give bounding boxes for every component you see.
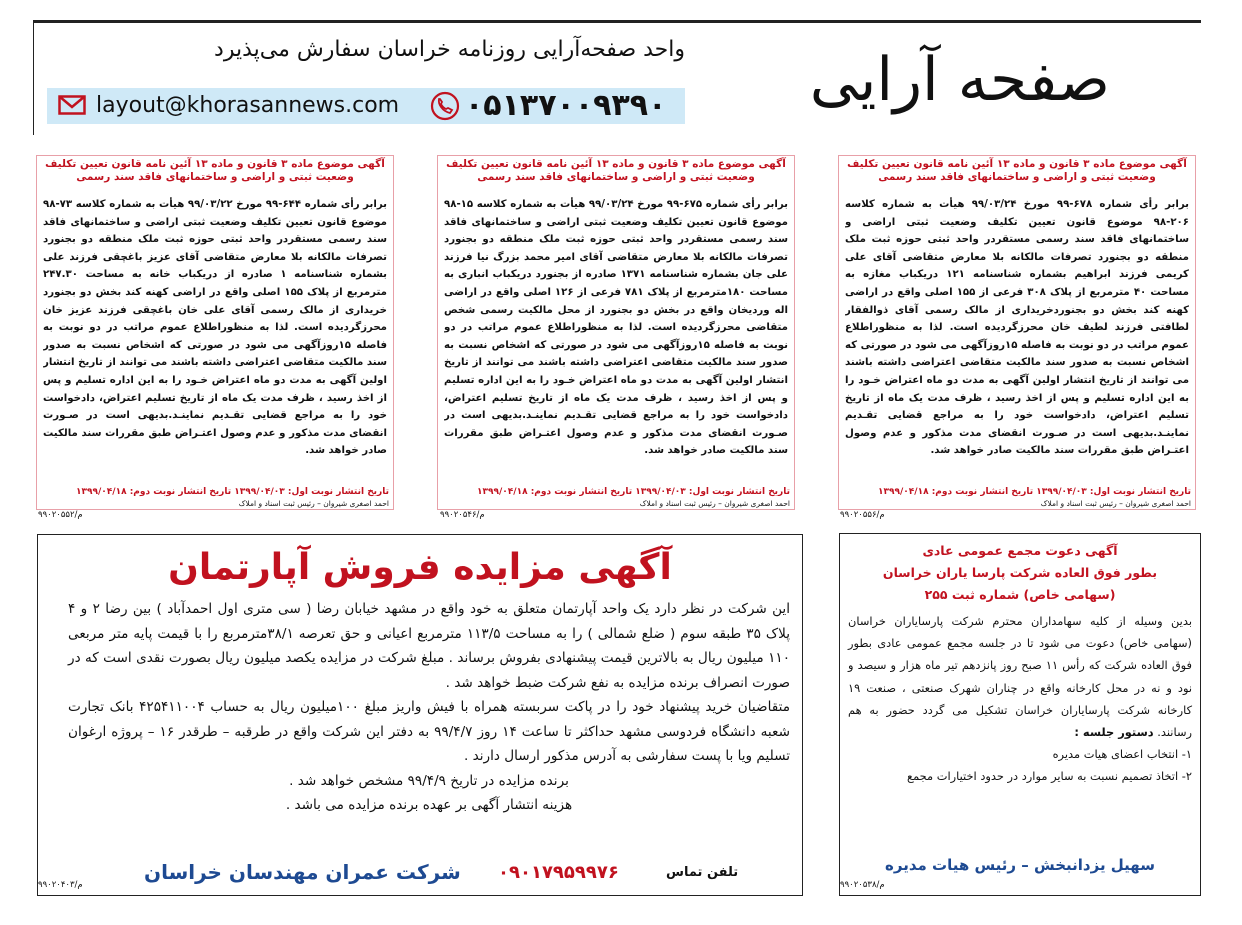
notice-code: م/۹۹۰۲۰۵۴۶ — [440, 510, 485, 520]
registry-notice-1 — [838, 155, 1196, 510]
auction-code: م/۹۹۰۲۰۴۰۳ — [38, 880, 83, 890]
auction-paragraph: برنده مزایده در تاریخ ۹۹/۴/۹ مشخص خواهد شد . — [289, 772, 569, 789]
notice-dates: تاریخ انتشار نوبت اول: ۱۳۹۹/۰۴/۰۳ تاریخ انتشار نوبت دوم: ۱۳۹۹/۰۴/۱۸ — [76, 487, 389, 497]
notice-title: آگهی موضوع ماده ۳ قانون و ماده ۱۳ آئین نامه قانون تعیین تکلیف وضعیت ثبتی و اراضی و ساختمانهای فاقد سند رسمی — [45, 158, 385, 183]
agenda-item: ۱- انتخاب اعضای هیات مدیره — [1052, 747, 1192, 762]
meeting-body — [848, 610, 1192, 850]
notice-title: آگهی موضوع ماده ۳ قانون و ماده ۱۳ آئین نامه قانون تعیین تکلیف وضعیت ثبتی و اراضی و ساختمانهای فاقد سند رسمی — [446, 158, 786, 183]
meeting-title-line: بطور فوق العاده شرکت پارسا یاران خراسان — [882, 565, 1158, 580]
meeting-title-line: (سهامی خاص) شماره ثبت ۲۵۵ — [924, 587, 1116, 602]
meeting-code: م/۹۹۰۲۰۵۳۸ — [840, 880, 885, 890]
notice-body: برابر رأی شماره ۶۷۸-۹۹ مورخ ۹۹/۰۳/۲۴ هیأت به شماره کلاسه ۲۰۶-۹۸ موضوع قانون تعیین تکلیف وضعیت ثبتی اراضی و ساختمانهای فاقد سند رسمی مستقردر واحد ثبتی حوزه ثبت ملک منطقه دو بجنورد تصرفات مالکانه بلا معارض متقاضی آقای علی کریمی فرزند ابراهیم بشماره شناسنامه ۱۲۱ دریکباب مغازه به مساحت ۴۰ مترمربع از پلاک ۳۰۸ فرعی از ۱۵۵ اصلی واقع در اراضی کهنه کند بخش دو بجنوردخریداری از مالک رسمی آقای ذوالفقار لطافتی فرزند لطیف خان محرزگردیده است. لذا به منظوراطلاع عموم مراتب در دو نوبت به فاصله ۱۵روزآگهی می شود در صورتی که اشخاص نسبت به صدور سند مالکیت متقاضی اعتراضی داشته باشند می توانند از تاریخ انتشار اولین آگهی به مدت دو ماه اعتراض خـود را به این اداره تسلیم و پس از اخذ رسید ، ظرف مدت یک ماه از تاریخ تسلیم اعتراض، دادخواست خود را به مراجع قضایی تقـدیم نماینـد.بدیهی است در صـورت انقضای مدت مذکور و عدم وصول اعتـراض طبق مقررات سند مالکیت صادر خواهد شد. — [845, 199, 1189, 457]
contact-email[interactable]: layout@khorasannews.com — [96, 93, 400, 118]
auction-paragraph: متقاضیان خرید پیشنهاد خود را در پاکت سربسته همراه با فیش واریز مبلغ ۱۰۰میلیون ریال به حساب ۴۲۵۴۱۱۰۰۴ بانک تجارت شعبه دانشگاه فردوسی مشهد حداکثر تا ساعت ۱۴ روز ۹۹/۴/۷ به دفتر این شرکت واقع در طرقبه – طرقدر ۱۶ – پروژه ارغوان تسلیم ویا با پست سفارشی به آدرس مذکور ارسال دارند . — [68, 699, 790, 764]
auction-ad — [37, 534, 803, 896]
auction-paragraph: هزینه انتشار آگهی بر عهده برنده مزایده می باشد . — [285, 797, 573, 813]
contact-phone[interactable]: ۰۵۱۳۷۰۰۹۳۹۰ — [465, 88, 667, 123]
auction-phone[interactable]: ۰۹۰۱۷۹۵۹۹۷۶ — [498, 862, 619, 883]
page-title: صفحه آرایی — [809, 45, 1110, 115]
meeting-title — [846, 540, 1194, 606]
top-rule — [33, 20, 1201, 23]
notice-signature: احمد اصغری شیروان – رئیس ثبت اسناد و املاک — [238, 499, 389, 508]
mail-icon — [58, 95, 86, 115]
auction-paragraph: این شرکت در نظر دارد یک واحد آپارتمان متعلق به خود واقع در مشهد خیابان رضا ( سی متری اول احمدآباد ) بین رضا ۲ و ۴ پلاک ۳۵ طبقه سوم ( ضلع شمالی ) را به مساحت ۱۱۳/۵ مترمربع اعیانی و حق تعرصه ۳۸/۱مترمربع را با قیمت پایه متر مربعی ۱۱۰ میلیون ریال به بالاترین قیمت پیشنهادی بفروش برساند . مبلغ شرکت در مزایده یکصد میلیون ریال بصورت نقدی است که در صورت انصراف برنده مزایده به نفع شرکت ضبط خواهد شد . — [68, 601, 790, 691]
notice-signature: احمد اصغری شیروان – رئیس ثبت اسناد و املاک — [1040, 499, 1191, 508]
header-left-rule — [33, 20, 34, 135]
agenda-item: ۲- اتخاذ تصمیم نسبت به سایر موارد در حدود اختیارات مجمع — [907, 769, 1192, 784]
notice-dates: تاریخ انتشار نوبت اول: ۱۳۹۹/۰۴/۰۳ تاریخ انتشار نوبت دوم: ۱۳۹۹/۰۴/۱۸ — [477, 487, 790, 497]
notice-body: برابر رأی شماره ۶۴۴-۹۹ مورخ ۹۹/۰۳/۲۲ هیأت به شماره کلاسه ۷۳-۹۸ موضوع قانون تعیین تکلیف وضعیت ثبتی اراضی و ساختمانهای فاقد سند رسمی مستقردر واحد ثبتی حوزه ثبت ملک منطقه دو بجنورد تصرفات مالکانه بلا معارض متقاضی آقای عزیز باغچقی فرزند علی بشماره شناسنامه ۱ صادره از دریکباب خانه به مساحت ۲۴۷.۳۰ مترمربع از پلاک ۱۵۵ اصلی واقع در اراضی کهنه کند بخش دو بجنورد خریداری از مالک رسمی آقای علی خان باغچقی فرزند عزیز خان محرزگردیده است. لذا به منظوراطلاع عموم مراتب در دو نوبت به فاصله ۱۵روزآگهی می شود در صورتی که اشخاص نسبت به صدور سند مالکیت متقاضی اعتراضی داشته باشند می توانند از تاریخ انتشار اولین آگهی به مدت دو ماه اعتراض خـود را به این اداره تسلیم و پس از اخذ رسید ، ظرف مدت یک ماه از تاریخ تسلیم اعتراض، دادخواست خود را به مراجع قضایی تقـدیم نماینـد.بدیهی است در صـورت انقضای مدت مذکور و عدم وصول اعتـراض طبق مقررات سند مالکیت صادر خواهد شد. — [43, 199, 387, 457]
auction-company: شرکت عمران مهندسان خراسان — [144, 860, 461, 884]
meeting-text: بدین وسیله از کلیه سهامداران محترم شرکت پارسایاران خراسان (سهامی خاص) دعوت می شود تا در جلسه مجمع عمومی عادی بطور فوق العاده شرکت که رأس ۱۱ صبح روز پانزدهم تیر ماه هزار و سیصد و نود و نه در محل کارخانه واقع در چناران شهرک صنعتی ، صنعت ۱۹ کارخانه شرکت پارسایاران خراسان تشکیل می گردد حضور به هم رسانند. — [848, 614, 1192, 740]
header-slogan: واحد صفحه‌آرایی روزنامه خراسان سفارش می‌پذیرد — [214, 37, 685, 62]
auction-body — [68, 597, 790, 857]
notice-code: م/۹۹۰۲۰۵۵۶ — [840, 510, 885, 520]
notice-code: م/۹۹۰۲۰۵۵۲ — [38, 510, 83, 520]
registry-notice-3 — [36, 155, 394, 510]
meeting-notice — [839, 533, 1201, 896]
notice-dates: تاریخ انتشار نوبت اول: ۱۳۹۹/۰۴/۰۳ تاریخ انتشار نوبت دوم: ۱۳۹۹/۰۴/۱۸ — [878, 487, 1191, 497]
registry-notice-2 — [437, 155, 795, 510]
notice-title: آگهی موضوع ماده ۳ قانون و ماده ۱۳ آئین نامه قانون تعیین تکلیف وضعیت ثبتی و اراضی و ساختمانهای فاقد سند رسمی — [847, 158, 1187, 183]
phone-icon — [430, 91, 460, 121]
meeting-title-line: آگهی دعوت مجمع عمومی عادی — [922, 543, 1118, 558]
auction-phone-label: تلفن تماس — [666, 865, 739, 880]
notice-signature: احمد اصغری شیروان – رئیس ثبت اسناد و املاک — [639, 499, 790, 508]
agenda-label: دستور جلسه : — [1074, 725, 1154, 740]
notice-body: برابر رأی شماره ۶۷۵-۹۹ مورخ ۹۹/۰۳/۲۴ هیأت به شماره کلاسه ۱۵-۹۸ موضوع قانون تعیین تکلیف وضعیت ثبتی اراضی و ساختمانهای فاقد سند رسمی مستقردر واحد ثبتی حوزه ثبت ملک منطقه دو بجنورد تصرفات مالکانه بلا معارض متقاضی آقای امیر محمد بزرگ نیا فرزند علی جان بشماره شناسنامه ۱۳۷۱ صادره از بجنورد دریکباب انباری به مساحت ۱۸۰مترمربع از پلاک ۷۸۱ فرعی از ۱۲۶ اصلی واقع در اراضی اله وردیخان واقع در بخش دو بجنورد از محل مالکیت رسمی شخص متقاضی محرزگردیده است. لذا به منظوراطلاع عموم مراتب در دو نوبت به فاصله ۱۵روزآگهی می شود در صورتی که اشخاص نسبت به صدور سند مالکیت متقاضی اعتراضی داشته باشند می توانند از تاریخ انتشار اولین آگهی به مدت دو ماه اعتراض خـود را به این اداره تسلیم و پس از اخذ رسید ، ظرف مدت یک ماه از تاریخ تسلیم اعتراض، دادخواست خود را به مراجع قضایی تقـدیم نماینـد.بدیهی است در صـورت انقضای مدت مذکور و عدم وصول اعتـراض طبق مقررات سند مالکیت صادر خواهد شد. — [444, 199, 788, 457]
auction-title: آگهی مزایده فروش آپارتمان — [168, 547, 672, 588]
meeting-signature: سهیل یزدانبخش – رئیس هیات مدیره — [885, 856, 1155, 874]
